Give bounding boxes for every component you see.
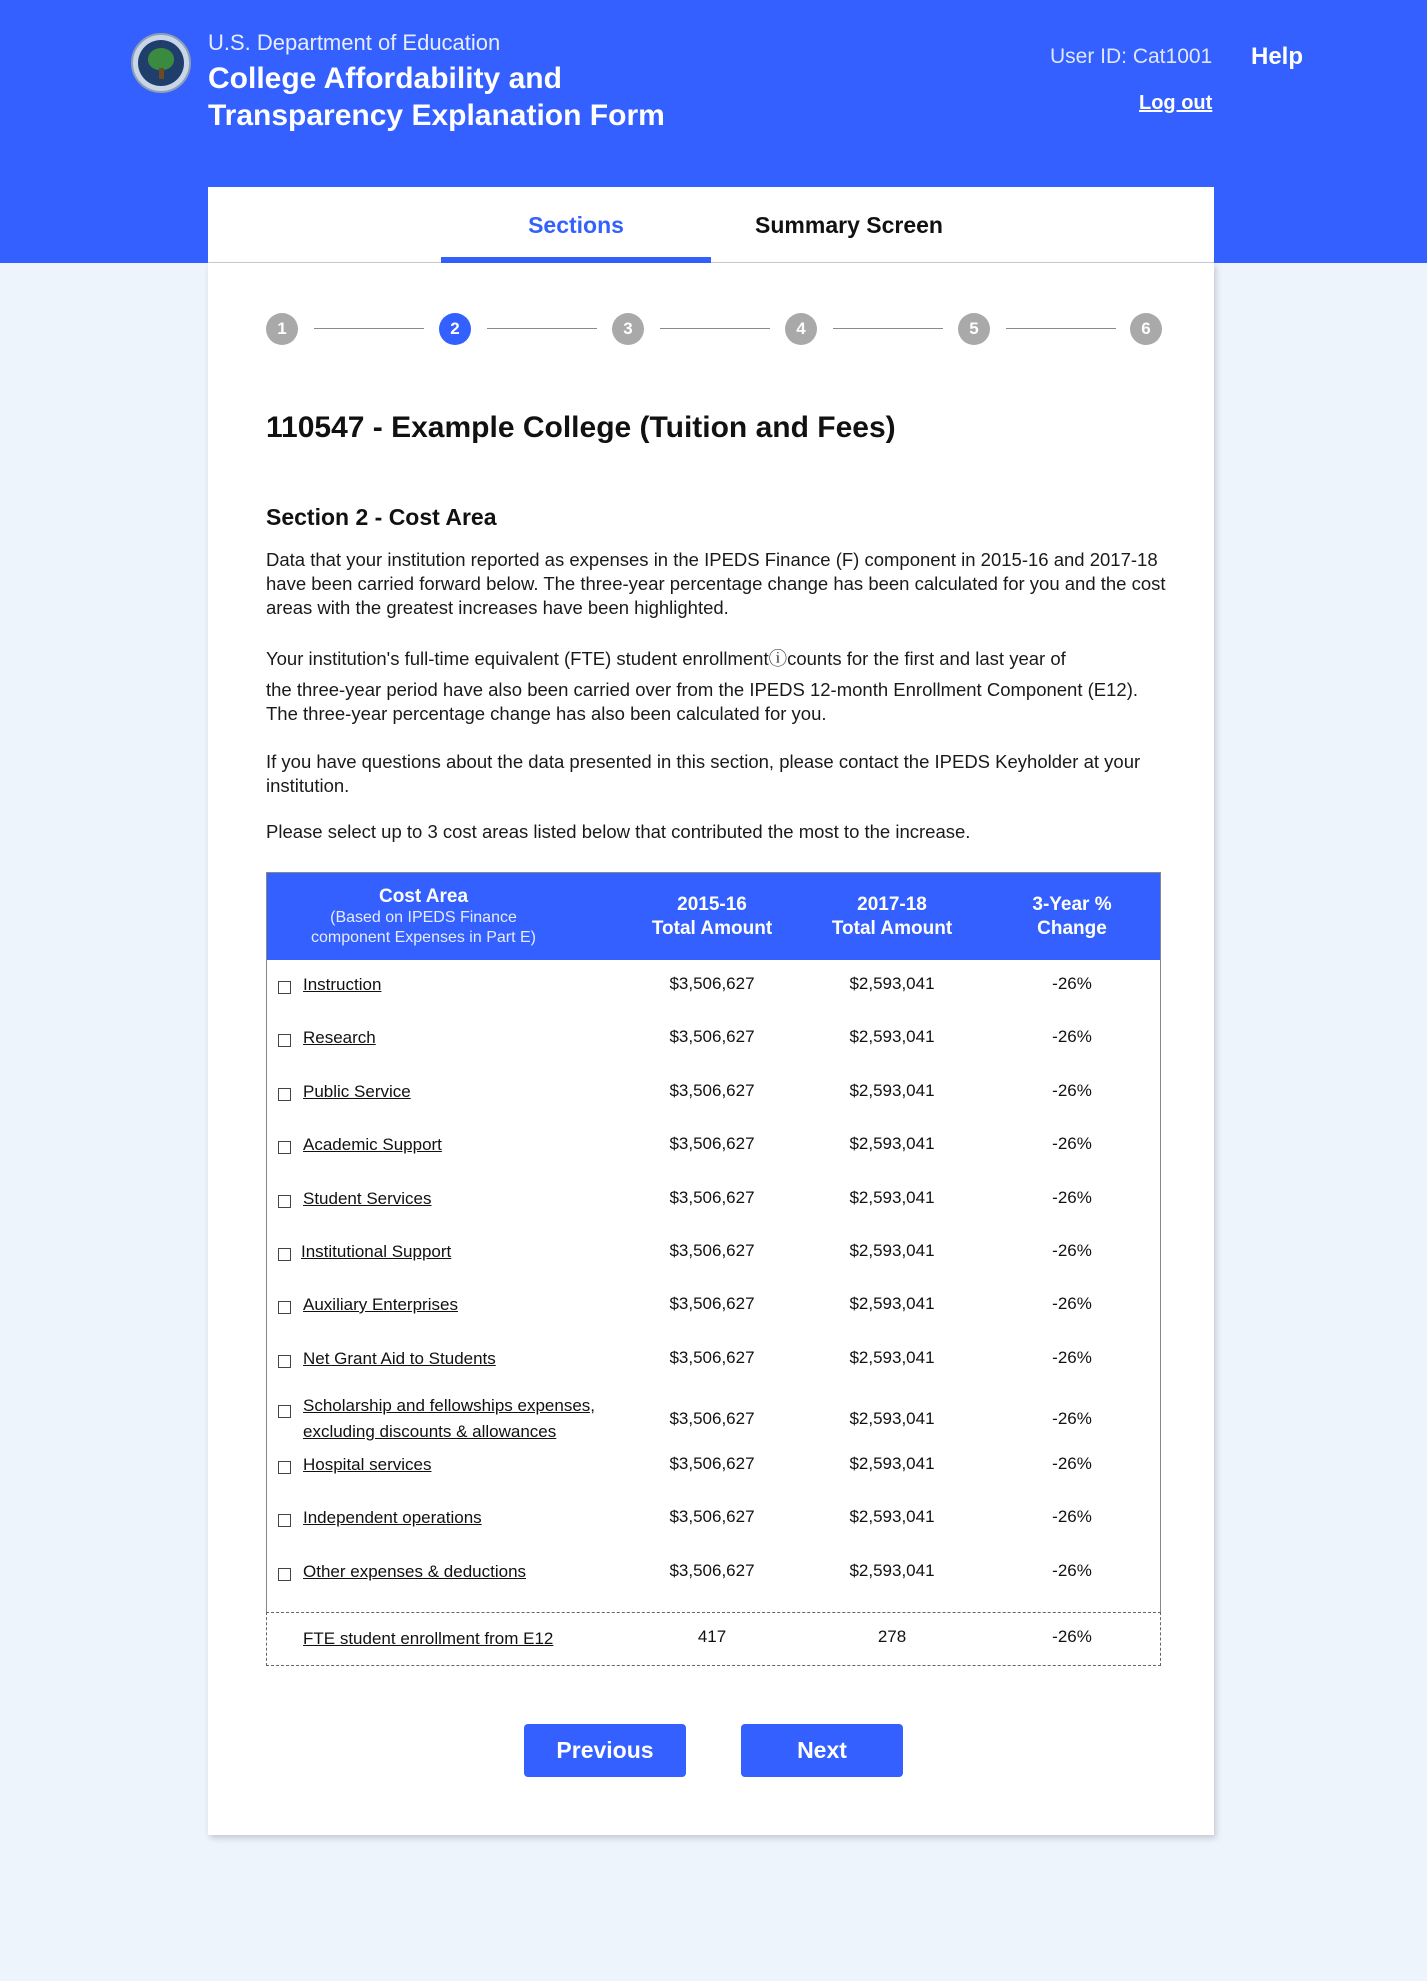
cost-area-checkbox[interactable] — [278, 1514, 291, 1527]
step-2[interactable]: 2 — [439, 313, 471, 345]
fte-paragraph: the three-year period have also been carried over from the IPEDS 12-month Enrollment Component (E12). The three-year percentage change has also been calculated for you. — [266, 679, 1139, 724]
fte-2015-16: 417 — [697, 1627, 727, 1646]
contact-paragraph: If you have questions about the data presented in this section, please contact the IPEDS Keyholder at your institution. — [266, 751, 1141, 796]
fte-change: -26% — [1052, 1627, 1092, 1646]
table-row — [267, 1174, 1160, 1227]
fte-label[interactable]: FTE student enrollment from E12 — [303, 1629, 554, 1648]
header-2015-16: 2015-16 Total Amount — [651, 893, 773, 939]
amount-2017-18: $2,593,041 — [849, 1241, 935, 1260]
form-card — [208, 263, 1214, 1835]
table-row — [267, 1493, 1160, 1546]
amount-2017-18: $2,593,041 — [849, 1561, 935, 1580]
amount-2015-16: $3,506,627 — [669, 1454, 755, 1473]
table-row — [267, 1013, 1160, 1066]
three-year-change: -26% — [1052, 1507, 1092, 1526]
cost-area-checkbox[interactable] — [278, 1248, 291, 1261]
amount-2015-16: $3,506,627 — [669, 1409, 755, 1428]
cost-area-checkbox[interactable] — [278, 1141, 291, 1154]
amount-2015-16: $3,506,627 — [669, 1294, 755, 1313]
amount-2015-16: $3,506,627 — [669, 1241, 755, 1260]
table-row — [267, 1227, 1160, 1280]
cost-area-checkbox[interactable] — [278, 1355, 291, 1368]
amount-2015-16: $3,506,627 — [669, 1348, 755, 1367]
step-indicator — [266, 313, 1162, 345]
three-year-change: -26% — [1052, 1561, 1092, 1580]
step-4[interactable]: 4 — [785, 313, 817, 345]
header-cost-area: Cost Area (Based on IPEDS Finance component Expenses in Part E) — [310, 885, 536, 946]
fte-2017-18: 278 — [877, 1627, 907, 1646]
step-connector — [833, 328, 943, 329]
cost-area-checkbox[interactable] — [278, 1405, 291, 1418]
three-year-change: -26% — [1052, 1294, 1092, 1313]
cost-area-link[interactable]: Instruction — [303, 975, 382, 994]
cost-area-link[interactable]: Institutional Support — [301, 1242, 452, 1261]
amount-2017-18: $2,593,041 — [849, 974, 935, 993]
three-year-change: -26% — [1052, 1081, 1092, 1100]
cost-area-link[interactable]: Academic Support — [303, 1135, 442, 1154]
help-link[interactable]: Help — [1251, 43, 1304, 70]
amount-2017-18: $2,593,041 — [849, 1507, 935, 1526]
cost-area-link[interactable]: Scholarship and fellowships expenses, excluding discounts & allowances — [303, 1396, 596, 1441]
step-3[interactable]: 3 — [612, 313, 644, 345]
table-row — [267, 1280, 1160, 1333]
cost-area-checkbox[interactable] — [278, 981, 291, 994]
fte-row — [266, 1612, 1161, 1666]
amount-2015-16: $3,506,627 — [669, 1188, 755, 1207]
cost-area-link[interactable]: Student Services — [303, 1189, 432, 1208]
cost-area-checkbox[interactable] — [278, 1461, 291, 1474]
three-year-change: -26% — [1052, 1348, 1092, 1367]
logout-link[interactable]: Log out — [1139, 92, 1213, 114]
tab-summary-screen[interactable]: Summary Screen — [755, 211, 943, 238]
step-5[interactable]: 5 — [958, 313, 990, 345]
three-year-change: -26% — [1052, 1027, 1092, 1046]
previous-button[interactable]: Previous — [524, 1724, 686, 1777]
cost-area-link[interactable]: Public Service — [303, 1082, 411, 1101]
step-connector — [1006, 328, 1116, 329]
department-name: U.S. Department of Education — [208, 30, 501, 55]
table-row — [267, 1120, 1160, 1173]
step-connector — [487, 328, 597, 329]
user-id: User ID: Cat1001 — [1050, 45, 1213, 68]
step-6[interactable]: 6 — [1130, 313, 1162, 345]
three-year-change: -26% — [1052, 1188, 1092, 1207]
app-title: College Affordability and Transparency Explanation Form — [208, 62, 665, 132]
table-row — [267, 960, 1160, 1013]
amount-2017-18: $2,593,041 — [849, 1348, 935, 1367]
department-seal-icon — [131, 33, 191, 93]
cost-area-link[interactable]: Research — [303, 1028, 376, 1047]
three-year-change: -26% — [1052, 1134, 1092, 1153]
step-1[interactable]: 1 — [266, 313, 298, 345]
cost-area-table — [266, 872, 1161, 1613]
next-button[interactable]: Next — [741, 1724, 903, 1777]
fte-paragraph-line1: Your institution's full-time equivalent (FTE) student enrollmentⓘcounts for the first and last year of — [266, 648, 1066, 669]
table-row — [267, 1440, 1160, 1493]
amount-2015-16: $3,506,627 — [669, 1507, 755, 1526]
amount-2017-18: $2,593,041 — [849, 1134, 935, 1153]
tab-bar — [208, 187, 1214, 263]
amount-2015-16: $3,506,627 — [669, 1134, 755, 1153]
amount-2015-16: $3,506,627 — [669, 1561, 755, 1580]
table-row — [267, 1334, 1160, 1387]
three-year-change: -26% — [1052, 974, 1092, 993]
cost-area-link[interactable]: Net Grant Aid to Students — [303, 1349, 496, 1368]
tab-sections[interactable]: Sections — [441, 187, 711, 263]
three-year-change: -26% — [1052, 1454, 1092, 1473]
table-header — [267, 873, 1160, 960]
amount-2015-16: $3,506,627 — [669, 1027, 755, 1046]
table-row — [267, 1067, 1160, 1120]
cost-area-checkbox[interactable] — [278, 1568, 291, 1581]
step-connector — [314, 328, 424, 329]
header-2017-18: 2017-18 Total Amount — [831, 893, 953, 939]
section-title: Section 2 - Cost Area — [266, 504, 497, 530]
cost-area-link[interactable]: Other expenses & deductions — [303, 1562, 527, 1581]
amount-2017-18: $2,593,041 — [849, 1454, 935, 1473]
amount-2017-18: $2,593,041 — [849, 1188, 935, 1207]
amount-2017-18: $2,593,041 — [849, 1409, 935, 1428]
amount-2015-16: $3,506,627 — [669, 1081, 755, 1100]
cost-area-checkbox[interactable] — [278, 1088, 291, 1101]
cost-area-link[interactable]: Independent operations — [303, 1508, 482, 1527]
table-row — [267, 1547, 1160, 1600]
cost-area-checkbox[interactable] — [278, 1301, 291, 1314]
amount-2015-16: $3,506,627 — [669, 974, 755, 993]
table-row — [267, 1385, 1160, 1441]
amount-2017-18: $2,593,041 — [849, 1081, 935, 1100]
step-connector — [660, 328, 770, 329]
cost-area-checkbox[interactable] — [278, 1195, 291, 1208]
header-change: 3-Year % Change — [1032, 893, 1112, 939]
cost-area-checkbox[interactable] — [278, 1034, 291, 1047]
instruction-paragraph: Please select up to 3 cost areas listed below that contributed the most to the increase. — [266, 821, 971, 842]
three-year-change: -26% — [1052, 1409, 1092, 1428]
cost-area-link[interactable]: Auxiliary Enterprises — [303, 1295, 458, 1314]
cost-area-link[interactable]: Hospital services — [303, 1455, 432, 1474]
institution-title: 110547 - Example College (Tuition and Fees) — [266, 411, 896, 444]
amount-2017-18: $2,593,041 — [849, 1027, 935, 1046]
intro-paragraph: Data that your institution reported as expenses in the IPEDS Finance (F) component in 2015-16 and 2017-18 have been carried forward below. The three-year percentage change has been calculated for you and the cost areas with the greatest increases have been highlighted. — [266, 549, 1166, 618]
three-year-change: -26% — [1052, 1241, 1092, 1260]
amount-2017-18: $2,593,041 — [849, 1294, 935, 1313]
